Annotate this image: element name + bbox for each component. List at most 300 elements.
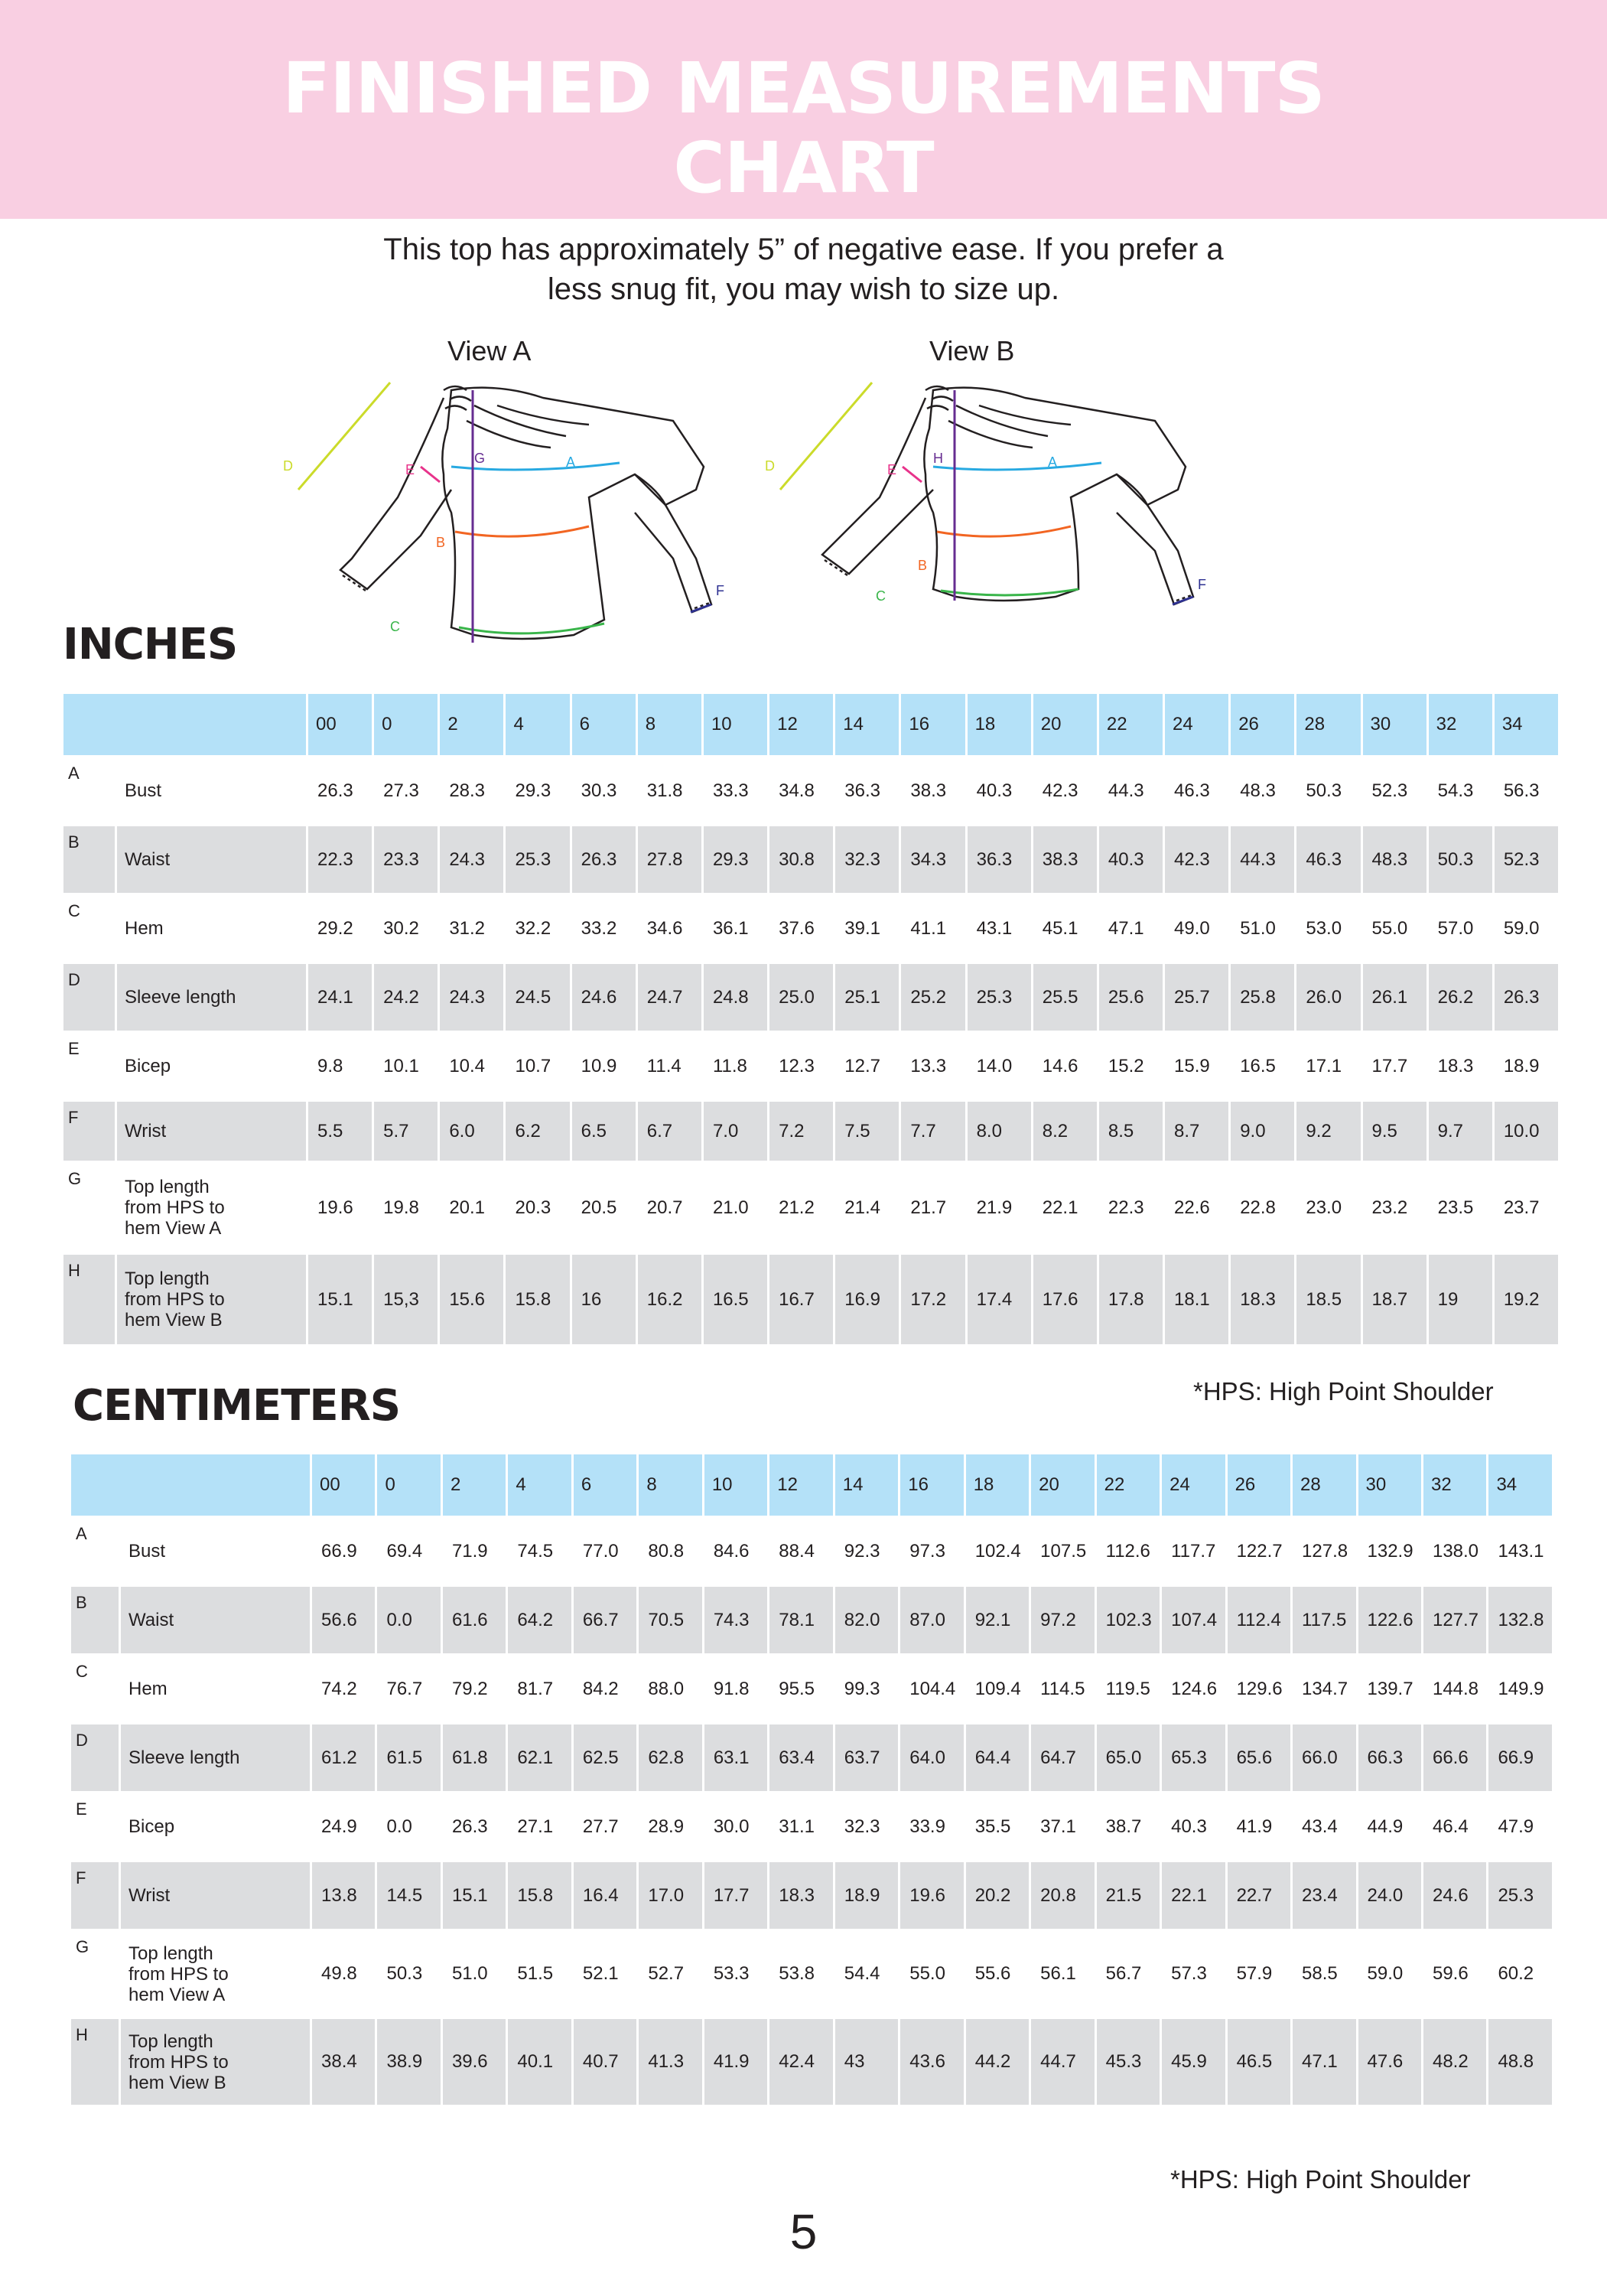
measurement-value: 14.6 [1032,1032,1098,1101]
measurement-value: 63.1 [703,1724,768,1793]
measurement-row [63,963,1560,1032]
measurement-value: 21.0 [702,1162,768,1254]
measurement-value: 24.3 [439,963,505,1032]
measurement-value: 114.5 [1030,1655,1095,1724]
measurement-value: 21.2 [769,1162,834,1254]
marker-c: C [390,619,400,634]
measurement-value: 53.8 [769,1930,834,2018]
measurement-row [63,826,1560,894]
measurement-value: 22.7 [1226,1861,1291,1930]
measurement-value: 16.9 [834,1254,900,1346]
measurement-value: 25.0 [769,963,834,1032]
row-letter: C [70,1655,120,1724]
measurement-value: 23.4 [1292,1861,1357,1930]
measurement-value: 15.8 [507,1861,572,1930]
measurement-value: 14.5 [376,1861,441,1930]
measurement-value: 50.3 [376,1930,441,2018]
measurement-value: 122.6 [1357,1586,1422,1655]
measurement-value: 15.6 [439,1254,505,1346]
measurement-value: 8.0 [966,1101,1032,1162]
measurement-value: 10.9 [571,1032,636,1101]
measurement-name-line: hem View A [128,1984,226,2005]
measurement-value: 69.4 [376,1517,441,1586]
measurement-name-line: Waist [125,849,171,870]
measurement-name-line: hem View A [125,1218,222,1239]
measurement-value: 21.4 [834,1162,900,1254]
measurement-value: 37.6 [769,894,834,963]
measurement-name-line: Bust [128,1541,166,1562]
measurement-name-line: Top length [128,2031,213,2052]
measurement-value: 127.8 [1292,1517,1357,1586]
measurement-value: 46.3 [1296,826,1361,894]
size-header: 30 [1361,693,1427,757]
size-header: 28 [1296,693,1361,757]
measurement-value: 40.3 [1161,1793,1226,1861]
measurement-value: 8.5 [1098,1101,1163,1162]
size-header: 22 [1095,1454,1160,1517]
measurement-value: 31.1 [769,1793,834,1861]
measurement-value: 15.9 [1164,1032,1230,1101]
measurement-value: 30.2 [373,894,439,963]
measurement-value: 117.7 [1161,1517,1226,1586]
measurement-value: 19.8 [373,1162,439,1254]
measurement-row [63,894,1560,963]
measurement-value: 33.3 [702,757,768,826]
measurement-value: 15.8 [505,1254,571,1346]
measurement-name [116,963,307,1032]
measurement-value: 76.7 [376,1655,441,1724]
measurement-name [120,1930,311,2018]
measurement-row [70,1586,1553,1655]
measurement-value: 27.1 [507,1793,572,1861]
measurement-value: 13.3 [900,1032,966,1101]
row-letter: B [63,826,116,894]
measurement-value: 32.3 [834,1793,899,1861]
measurement-value: 44.3 [1098,757,1163,826]
intro-text [0,230,1607,309]
measurement-value: 62.1 [507,1724,572,1793]
size-header: 8 [636,693,702,757]
size-header: 26 [1226,1454,1291,1517]
measurement-value: 28.3 [439,757,505,826]
measurement-value: 97.2 [1030,1586,1095,1655]
measurement-value: 65.0 [1095,1724,1160,1793]
measurement-value: 22.3 [1098,1162,1163,1254]
row-letter: G [70,1930,120,2018]
measurement-value: 59.0 [1357,1930,1422,2018]
size-header: 20 [1032,693,1098,757]
view-b-garment-diagram [750,360,1209,620]
measurement-name-line: Top length [125,1268,210,1289]
measurement-value: 0.0 [376,1793,441,1861]
size-header: 00 [307,693,373,757]
measurement-value: 38.9 [376,2018,441,2106]
measurement-name [116,1254,307,1346]
view-b-label: View B [929,335,1015,366]
measurement-value: 117.5 [1292,1586,1357,1655]
measurement-value: 10.0 [1493,1101,1559,1162]
measurement-value: 14.0 [966,1032,1032,1101]
measurement-value: 24.3 [439,826,505,894]
size-header: 14 [834,693,900,757]
row-letter: H [70,2018,120,2106]
measurement-value: 112.4 [1226,1586,1291,1655]
row-letter: F [63,1101,116,1162]
size-header: 10 [703,1454,768,1517]
measurement-value: 29.2 [307,894,373,963]
hps-note-top: *HPS: High Point Shoulder [1193,1377,1494,1405]
measurement-value: 58.5 [1292,1930,1357,2018]
measurement-value: 127.7 [1422,1586,1487,1655]
measurement-value: 84.2 [572,1655,637,1724]
measurement-value: 51.0 [1230,894,1296,963]
measurement-value: 139.7 [1357,1655,1422,1724]
measurement-value: 33.2 [571,894,636,963]
measurement-value: 26.3 [441,1793,506,1861]
measurement-name-line: from HPS to [125,1197,225,1218]
measurement-value: 40.7 [572,2018,637,2106]
measurement-value: 11.4 [636,1032,702,1101]
measurement-value: 57.0 [1427,894,1493,963]
measurement-value: 55.0 [1361,894,1427,963]
measurement-name-line: Sleeve length [128,1747,240,1768]
measurement-value: 138.0 [1422,1517,1487,1586]
measurement-value: 18.3 [769,1861,834,1930]
measurement-value: 10.7 [505,1032,571,1101]
intro-line2: less snug fit, you may wish to size up. [547,272,1060,306]
measurement-value: 122.7 [1226,1517,1291,1586]
measurement-value: 50.3 [1427,826,1493,894]
measurement-value: 22.3 [307,826,373,894]
measurement-value: 36.3 [966,826,1032,894]
measurement-value: 36.3 [834,757,900,826]
measurement-value: 29.3 [702,826,768,894]
measurement-value: 42.3 [1164,826,1230,894]
measurement-value: 51.5 [507,1930,572,2018]
measurement-value: 25.5 [1032,963,1098,1032]
measurement-value: 38.3 [1032,826,1098,894]
measurement-value: 59.0 [1493,894,1559,963]
measurement-value: 107.5 [1030,1517,1095,1586]
measurement-value: 24.6 [1422,1861,1487,1930]
marker-e: E [405,462,415,477]
measurement-value: 18.9 [1493,1032,1559,1101]
measurement-value: 19 [1427,1254,1493,1346]
measurement-value: 56.7 [1095,1930,1160,2018]
measurement-value: 44.3 [1230,826,1296,894]
measurement-value: 8.7 [1164,1101,1230,1162]
title-banner [0,0,1607,219]
measurement-name-line: Top length [128,1943,213,1964]
measurement-value: 11.8 [702,1032,768,1101]
measurement-value: 27.3 [373,757,439,826]
measurement-value: 30.0 [703,1793,768,1861]
measurement-value: 17.7 [1361,1032,1427,1101]
measurement-value: 52.3 [1493,826,1559,894]
measurement-value: 61.6 [441,1586,506,1655]
measurement-value: 66.9 [1488,1724,1553,1793]
measurement-value: 66.9 [311,1517,376,1586]
size-header: 18 [965,1454,1030,1517]
header-corner [63,693,307,757]
measurement-value: 88.0 [638,1655,703,1724]
measurement-value: 9.2 [1296,1101,1361,1162]
measurement-value: 20.8 [1030,1861,1095,1930]
size-header: 18 [966,693,1032,757]
measurement-value: 54.3 [1427,757,1493,826]
measurement-value: 53.0 [1296,894,1361,963]
measurement-value: 24.9 [311,1793,376,1861]
size-header: 16 [899,1454,965,1517]
measurement-value: 74.5 [507,1517,572,1586]
row-letter: F [70,1861,120,1930]
measurement-value: 74.3 [703,1586,768,1655]
marker-b: B [436,535,446,550]
measurement-value: 143.1 [1488,1517,1553,1586]
row-letter: B [70,1586,120,1655]
measurement-value: 63.4 [769,1724,834,1793]
measurement-row [70,1517,1553,1586]
size-header: 14 [834,1454,899,1517]
measurement-row [70,2018,1553,2106]
measurement-value: 31.2 [439,894,505,963]
measurement-value: 19.2 [1493,1254,1559,1346]
measurement-name-line: Bicep [125,1056,171,1076]
measurement-value: 10.1 [373,1032,439,1101]
measurement-name [120,1586,311,1655]
header-corner [70,1454,311,1517]
size-header: 12 [769,1454,834,1517]
measurement-value: 88.4 [769,1517,834,1586]
measurement-value: 134.7 [1292,1655,1357,1724]
measurement-value: 21.5 [1095,1861,1160,1930]
measurement-value: 43.6 [899,2018,965,2106]
measurement-value: 19.6 [307,1162,373,1254]
measurement-value: 48.8 [1488,2018,1553,2106]
measurement-value: 16.7 [769,1254,834,1346]
measurement-value: 25.7 [1164,963,1230,1032]
measurement-value: 129.6 [1226,1655,1291,1724]
measurement-value: 95.5 [769,1655,834,1724]
size-header: 4 [507,1454,572,1517]
measurement-value: 15.1 [441,1861,506,1930]
measurement-value: 16.5 [1230,1032,1296,1101]
measurement-value: 23.3 [373,826,439,894]
measurement-value: 41.9 [703,2018,768,2106]
measurement-value: 23.2 [1361,1162,1427,1254]
measurement-value: 53.3 [703,1930,768,2018]
measurement-value: 6.7 [636,1101,702,1162]
measurement-value: 17.0 [638,1861,703,1930]
measurement-value: 55.0 [899,1930,965,2018]
measurement-value: 102.3 [1095,1586,1160,1655]
measurement-value: 61.5 [376,1724,441,1793]
measurement-value: 25.3 [1488,1861,1553,1930]
measurement-value: 6.0 [439,1101,505,1162]
measurement-value: 24.8 [702,963,768,1032]
measurement-value: 52.1 [572,1930,637,2018]
measurement-row [63,1101,1560,1162]
measurement-value: 16.2 [636,1254,702,1346]
measurement-value: 17.1 [1296,1032,1361,1101]
measurement-value: 9.8 [307,1032,373,1101]
measurement-value: 39.1 [834,894,900,963]
measurement-value: 77.0 [572,1517,637,1586]
measurement-value: 49.0 [1164,894,1230,963]
size-header-row [63,693,1560,757]
size-header-row [70,1454,1553,1517]
size-header: 34 [1488,1454,1553,1517]
measurement-value: 17.2 [900,1254,966,1346]
measurement-value: 6.5 [571,1101,636,1162]
page-title-line1: FINISHED MEASUREMENTS [282,47,1325,129]
measurement-row [70,1930,1553,2018]
measurement-value: 64.4 [965,1724,1030,1793]
measurement-value: 22.6 [1164,1162,1230,1254]
measurement-value: 38.3 [900,757,966,826]
measurement-value: 102.4 [965,1517,1030,1586]
measurement-value: 43.1 [966,894,1032,963]
size-header: 22 [1098,693,1163,757]
measurement-value: 15.2 [1098,1032,1163,1101]
measurement-value: 28.9 [638,1793,703,1861]
measurement-value: 5.7 [373,1101,439,1162]
measurement-name [116,1162,307,1254]
measurement-value: 38.7 [1095,1793,1160,1861]
measurement-value: 132.8 [1488,1586,1553,1655]
measurement-value: 78.1 [769,1586,834,1655]
measurement-value: 18.5 [1296,1254,1361,1346]
size-header: 28 [1292,1454,1357,1517]
measurement-value: 17.7 [703,1861,768,1930]
measurement-value: 29.3 [505,757,571,826]
size-header: 6 [571,693,636,757]
size-header: 32 [1427,693,1493,757]
row-letter: C [63,894,116,963]
measurement-value: 40.3 [966,757,1032,826]
measurement-value: 70.5 [638,1586,703,1655]
size-header: 24 [1161,1454,1226,1517]
measurement-value: 49.8 [311,1930,376,2018]
measurement-value: 34.6 [636,894,702,963]
marker-b: B [918,558,928,573]
measurement-value: 57.3 [1161,1930,1226,2018]
measurement-value: 26.1 [1361,963,1427,1032]
measurement-value: 24.6 [571,963,636,1032]
measurement-name-line: Wrist [128,1885,171,1906]
measurement-value: 26.3 [571,826,636,894]
measurement-value: 71.9 [441,1517,506,1586]
measurement-value: 59.6 [1422,1930,1487,2018]
measurement-row [63,1032,1560,1101]
measurement-value: 36.1 [702,894,768,963]
measurement-value: 132.9 [1357,1517,1422,1586]
measurement-value: 23.0 [1296,1162,1361,1254]
marker-f: F [1198,577,1206,592]
measurement-value: 35.5 [965,1793,1030,1861]
measurement-name-line: Hem [125,918,164,939]
measurement-value: 56.6 [311,1586,376,1655]
measurement-value: 91.8 [703,1655,768,1724]
measurement-value: 52.7 [638,1930,703,2018]
measurement-value: 22.8 [1230,1162,1296,1254]
measurement-name [120,1655,311,1724]
measurement-value: 51.0 [441,1930,506,2018]
measurement-row [63,1162,1560,1254]
measurement-value: 45.1 [1032,894,1098,963]
row-letter: A [70,1517,120,1586]
measurement-value: 41.1 [900,894,966,963]
size-header: 20 [1030,1454,1095,1517]
measurement-value: 24.0 [1357,1861,1422,1930]
measurement-value: 64.0 [899,1724,965,1793]
measurement-value: 63.7 [834,1724,899,1793]
measurement-value: 48.3 [1361,826,1427,894]
measurement-value: 8.2 [1032,1101,1098,1162]
measurement-value: 27.7 [572,1793,637,1861]
measurement-name [120,1793,311,1861]
measurement-value: 18.7 [1361,1254,1427,1346]
measurement-value: 20.1 [439,1162,505,1254]
measurement-value: 79.2 [441,1655,506,1724]
measurement-value: 23.5 [1427,1162,1493,1254]
row-letter: E [70,1793,120,1861]
measurement-value: 47.6 [1357,2018,1422,2106]
measurement-value: 60.2 [1488,1930,1553,2018]
measurement-value: 18.9 [834,1861,899,1930]
measurement-value: 109.4 [965,1655,1030,1724]
measurement-value: 45.9 [1161,2018,1226,2106]
measurement-name-line: from HPS to [125,1289,225,1310]
measurement-value: 40.1 [507,2018,572,2106]
measurement-value: 80.8 [638,1517,703,1586]
measurement-value: 45.3 [1095,2018,1160,2106]
size-header: 16 [900,693,966,757]
hps-note-footer: *HPS: High Point Shoulder [1170,2165,1471,2193]
size-header: 0 [373,693,439,757]
measurement-value: 38.4 [311,2018,376,2106]
centimeters-table [69,1452,1554,2107]
measurement-value: 24.2 [373,963,439,1032]
measurement-value: 9.0 [1230,1101,1296,1162]
measurement-value: 26.3 [307,757,373,826]
measurement-value: 43 [834,2018,899,2106]
measurement-name-line: Wrist [125,1121,167,1141]
measurement-value: 41.3 [638,2018,703,2106]
size-header: 2 [441,1454,506,1517]
measurement-value: 25.6 [1098,963,1163,1032]
measurement-name-line: Bicep [128,1816,175,1837]
measurement-value: 97.3 [899,1517,965,1586]
measurement-value: 57.9 [1226,1930,1291,2018]
measurement-name [120,1517,311,1586]
measurement-value: 74.2 [311,1655,376,1724]
intro-line1: This top has approximately 5” of negative ease. If you prefer a [383,233,1224,266]
view-a-label: View A [447,335,532,366]
measurement-value: 56.1 [1030,1930,1095,2018]
measurement-value: 20.5 [571,1162,636,1254]
page-number: 5 [789,2204,818,2259]
measurement-value: 7.0 [702,1101,768,1162]
measurement-value: 26.3 [1493,963,1559,1032]
measurement-value: 61.8 [441,1724,506,1793]
measurement-row [63,757,1560,826]
marker-c: C [876,588,886,604]
measurement-value: 6.2 [505,1101,571,1162]
size-header: 26 [1230,693,1296,757]
measurement-value: 50.3 [1296,757,1361,826]
measurement-value: 16 [571,1254,636,1346]
